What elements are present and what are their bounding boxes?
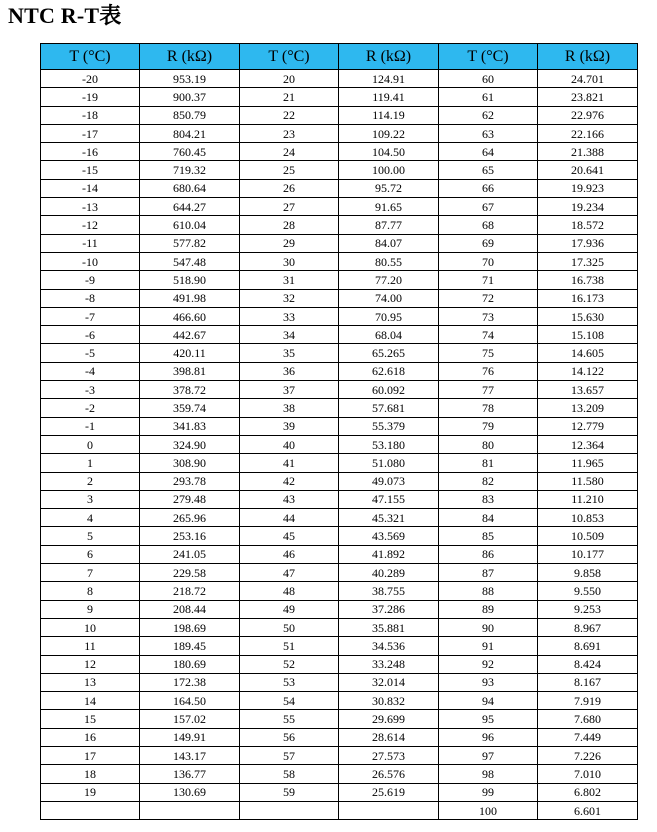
cell-temperature-1: -9: [41, 271, 140, 289]
cell-temperature-3: 64: [439, 143, 538, 161]
cell-resistance-2: 114.19: [339, 106, 439, 124]
cell-resistance-3: 19.234: [538, 198, 638, 216]
cell-temperature-2: 44: [240, 509, 339, 527]
cell-temperature-3: 67: [439, 198, 538, 216]
cell-temperature-2: 38: [240, 399, 339, 417]
table-row: [41, 454, 638, 472]
table-row: [41, 472, 638, 490]
cell-resistance-1: 359.74: [140, 399, 240, 417]
cell-temperature-1: -6: [41, 326, 140, 344]
cell-resistance-2: 80.55: [339, 252, 439, 270]
cell-resistance-3: 7.680: [538, 710, 638, 728]
cell-temperature-3: 76: [439, 362, 538, 380]
cell-temperature-1: 4: [41, 509, 140, 527]
cell-resistance-2: 33.248: [339, 655, 439, 673]
cell-resistance-3: 10.177: [538, 545, 638, 563]
table-row: [41, 252, 638, 270]
cell-temperature-2: 41: [240, 454, 339, 472]
table-row: [41, 344, 638, 362]
cell-resistance-3: 12.364: [538, 435, 638, 453]
table-row: [41, 381, 638, 399]
cell-resistance-2: 32.014: [339, 673, 439, 691]
cell-temperature-3: 90: [439, 618, 538, 636]
cell-resistance-3: 6.601: [538, 801, 638, 819]
cell-resistance-1: 760.45: [140, 143, 240, 161]
table-row: [41, 801, 638, 819]
header-resistance-2: R (kΩ): [339, 44, 439, 70]
cell-temperature-2: 56: [240, 728, 339, 746]
cell-temperature-2: [240, 801, 339, 819]
cell-temperature-3: 62: [439, 106, 538, 124]
cell-temperature-3: 71: [439, 271, 538, 289]
header-temperature-1: T (°C): [41, 44, 140, 70]
cell-resistance-1: 953.19: [140, 70, 240, 88]
cell-temperature-1: 1: [41, 454, 140, 472]
cell-resistance-2: 29.699: [339, 710, 439, 728]
cell-temperature-3: 97: [439, 746, 538, 764]
header-resistance-1: R (kΩ): [140, 44, 240, 70]
cell-resistance-2: 65.265: [339, 344, 439, 362]
cell-temperature-1: -1: [41, 417, 140, 435]
cell-temperature-3: 82: [439, 472, 538, 490]
cell-resistance-1: 341.83: [140, 417, 240, 435]
cell-temperature-1: -7: [41, 307, 140, 325]
cell-temperature-1: -14: [41, 179, 140, 197]
cell-resistance-2: 74.00: [339, 289, 439, 307]
cell-resistance-1: 149.91: [140, 728, 240, 746]
cell-resistance-3: 16.738: [538, 271, 638, 289]
cell-temperature-2: 49: [240, 600, 339, 618]
table-row: [41, 490, 638, 508]
cell-temperature-2: 43: [240, 490, 339, 508]
cell-temperature-3: 61: [439, 88, 538, 106]
cell-resistance-1: 850.79: [140, 106, 240, 124]
cell-temperature-1: -8: [41, 289, 140, 307]
cell-resistance-2: 55.379: [339, 417, 439, 435]
cell-resistance-2: 45.321: [339, 509, 439, 527]
cell-resistance-1: 324.90: [140, 435, 240, 453]
table-row: [41, 106, 638, 124]
cell-temperature-2: 33: [240, 307, 339, 325]
cell-resistance-3: 14.122: [538, 362, 638, 380]
cell-temperature-1: 19: [41, 783, 140, 801]
table-row: [41, 728, 638, 746]
cell-resistance-3: 8.167: [538, 673, 638, 691]
cell-resistance-3: 17.936: [538, 234, 638, 252]
cell-temperature-1: 16: [41, 728, 140, 746]
cell-temperature-1: -18: [41, 106, 140, 124]
cell-resistance-2: 53.180: [339, 435, 439, 453]
cell-resistance-3: 16.173: [538, 289, 638, 307]
cell-temperature-3: 69: [439, 234, 538, 252]
header-temperature-2: T (°C): [240, 44, 339, 70]
cell-resistance-3: 18.572: [538, 216, 638, 234]
cell-resistance-2: 38.755: [339, 582, 439, 600]
header-temperature-3: T (°C): [439, 44, 538, 70]
cell-temperature-2: 24: [240, 143, 339, 161]
cell-temperature-3: 73: [439, 307, 538, 325]
cell-resistance-3: 8.691: [538, 637, 638, 655]
cell-temperature-1: -5: [41, 344, 140, 362]
cell-temperature-2: 53: [240, 673, 339, 691]
cell-temperature-2: 22: [240, 106, 339, 124]
cell-temperature-2: 23: [240, 124, 339, 142]
table-row: [41, 637, 638, 655]
cell-temperature-2: 42: [240, 472, 339, 490]
cell-resistance-1: 189.45: [140, 637, 240, 655]
table-row: [41, 710, 638, 728]
cell-resistance-2: 62.618: [339, 362, 439, 380]
cell-resistance-3: 20.641: [538, 161, 638, 179]
cell-temperature-2: 46: [240, 545, 339, 563]
table-header-row: [41, 44, 638, 70]
cell-resistance-3: 22.166: [538, 124, 638, 142]
cell-temperature-1: 14: [41, 692, 140, 710]
cell-temperature-1: [41, 801, 140, 819]
cell-temperature-3: 86: [439, 545, 538, 563]
cell-resistance-2: 77.20: [339, 271, 439, 289]
table-row: [41, 234, 638, 252]
cell-resistance-2: 26.576: [339, 765, 439, 783]
cell-resistance-1: 308.90: [140, 454, 240, 472]
cell-temperature-1: 15: [41, 710, 140, 728]
cell-resistance-2: 119.41: [339, 88, 439, 106]
cell-resistance-1: 610.04: [140, 216, 240, 234]
cell-temperature-3: 91: [439, 637, 538, 655]
cell-resistance-3: 11.210: [538, 490, 638, 508]
cell-temperature-3: 92: [439, 655, 538, 673]
cell-temperature-1: -15: [41, 161, 140, 179]
table-row: [41, 88, 638, 106]
cell-resistance-2: 124.91: [339, 70, 439, 88]
cell-resistance-2: 109.22: [339, 124, 439, 142]
cell-resistance-3: 9.550: [538, 582, 638, 600]
table-row: [41, 655, 638, 673]
cell-temperature-1: 9: [41, 600, 140, 618]
cell-resistance-3: 21.388: [538, 143, 638, 161]
cell-resistance-3: 6.802: [538, 783, 638, 801]
cell-temperature-2: 48: [240, 582, 339, 600]
cell-temperature-1: 6: [41, 545, 140, 563]
cell-resistance-3: 24.701: [538, 70, 638, 88]
cell-resistance-3: 19.923: [538, 179, 638, 197]
cell-temperature-2: 36: [240, 362, 339, 380]
cell-resistance-3: 15.630: [538, 307, 638, 325]
cell-temperature-2: 26: [240, 179, 339, 197]
cell-resistance-1: 253.16: [140, 527, 240, 545]
table-body: [41, 70, 638, 820]
cell-resistance-3: 23.821: [538, 88, 638, 106]
table-row: [41, 417, 638, 435]
cell-temperature-2: 32: [240, 289, 339, 307]
cell-resistance-1: 644.27: [140, 198, 240, 216]
cell-resistance-1: 378.72: [140, 381, 240, 399]
cell-temperature-1: 5: [41, 527, 140, 545]
cell-resistance-2: 28.614: [339, 728, 439, 746]
table-row: [41, 692, 638, 710]
table-row: [41, 618, 638, 636]
cell-temperature-3: 89: [439, 600, 538, 618]
cell-resistance-3: 11.580: [538, 472, 638, 490]
cell-resistance-1: 208.44: [140, 600, 240, 618]
cell-temperature-1: -13: [41, 198, 140, 216]
table-row: [41, 765, 638, 783]
cell-resistance-1: 680.64: [140, 179, 240, 197]
table-row: [41, 509, 638, 527]
cell-resistance-2: 91.65: [339, 198, 439, 216]
cell-resistance-2: 95.72: [339, 179, 439, 197]
cell-temperature-3: 66: [439, 179, 538, 197]
cell-temperature-1: 2: [41, 472, 140, 490]
cell-resistance-1: 229.58: [140, 564, 240, 582]
cell-temperature-2: 25: [240, 161, 339, 179]
table-row: [41, 564, 638, 582]
table-row: [41, 746, 638, 764]
cell-resistance-1: 136.77: [140, 765, 240, 783]
cell-temperature-2: 37: [240, 381, 339, 399]
cell-resistance-2: 100.00: [339, 161, 439, 179]
cell-temperature-3: 79: [439, 417, 538, 435]
table-row: [41, 545, 638, 563]
cell-temperature-3: 80: [439, 435, 538, 453]
cell-resistance-3: 8.424: [538, 655, 638, 673]
table-row: [41, 179, 638, 197]
cell-temperature-1: -3: [41, 381, 140, 399]
cell-resistance-2: [339, 801, 439, 819]
cell-temperature-3: 87: [439, 564, 538, 582]
cell-resistance-1: 241.05: [140, 545, 240, 563]
cell-resistance-1: 491.98: [140, 289, 240, 307]
cell-temperature-1: 11: [41, 637, 140, 655]
cell-temperature-1: -19: [41, 88, 140, 106]
cell-temperature-2: 35: [240, 344, 339, 362]
cell-temperature-3: 83: [439, 490, 538, 508]
cell-temperature-2: 20: [240, 70, 339, 88]
cell-temperature-2: 45: [240, 527, 339, 545]
cell-resistance-3: 15.108: [538, 326, 638, 344]
cell-resistance-1: 900.37: [140, 88, 240, 106]
cell-temperature-1: 17: [41, 746, 140, 764]
table-row: [41, 783, 638, 801]
cell-resistance-2: 49.073: [339, 472, 439, 490]
cell-temperature-3: 98: [439, 765, 538, 783]
cell-resistance-3: 7.919: [538, 692, 638, 710]
cell-temperature-3: 65: [439, 161, 538, 179]
cell-temperature-1: -17: [41, 124, 140, 142]
cell-resistance-1: 518.90: [140, 271, 240, 289]
cell-temperature-3: 70: [439, 252, 538, 270]
cell-resistance-3: 10.853: [538, 509, 638, 527]
cell-resistance-1: 164.50: [140, 692, 240, 710]
cell-resistance-2: 30.832: [339, 692, 439, 710]
cell-resistance-3: 12.779: [538, 417, 638, 435]
cell-temperature-2: 29: [240, 234, 339, 252]
cell-resistance-2: 84.07: [339, 234, 439, 252]
cell-temperature-2: 55: [240, 710, 339, 728]
cell-resistance-3: 7.010: [538, 765, 638, 783]
page-title: NTC R-T表: [8, 3, 122, 28]
cell-temperature-2: 21: [240, 88, 339, 106]
cell-resistance-1: 719.32: [140, 161, 240, 179]
cell-resistance-1: 172.38: [140, 673, 240, 691]
cell-temperature-1: -16: [41, 143, 140, 161]
table-row: [41, 198, 638, 216]
table-row: [41, 216, 638, 234]
cell-resistance-3: 10.509: [538, 527, 638, 545]
cell-resistance-1: 466.60: [140, 307, 240, 325]
cell-temperature-3: 85: [439, 527, 538, 545]
cell-temperature-3: 60: [439, 70, 538, 88]
cell-resistance-1: 157.02: [140, 710, 240, 728]
cell-temperature-3: 94: [439, 692, 538, 710]
cell-temperature-1: 7: [41, 564, 140, 582]
table-row: [41, 70, 638, 88]
cell-resistance-3: 13.657: [538, 381, 638, 399]
cell-resistance-2: 57.681: [339, 399, 439, 417]
cell-temperature-2: 40: [240, 435, 339, 453]
cell-resistance-2: 40.289: [339, 564, 439, 582]
cell-temperature-1: 12: [41, 655, 140, 673]
cell-resistance-3: 11.965: [538, 454, 638, 472]
cell-temperature-2: 52: [240, 655, 339, 673]
cell-resistance-1: 180.69: [140, 655, 240, 673]
cell-temperature-3: 75: [439, 344, 538, 362]
cell-temperature-1: 13: [41, 673, 140, 691]
table-row: [41, 124, 638, 142]
table-row: [41, 161, 638, 179]
cell-temperature-2: 34: [240, 326, 339, 344]
cell-temperature-3: 63: [439, 124, 538, 142]
cell-resistance-3: 17.325: [538, 252, 638, 270]
cell-temperature-2: 57: [240, 746, 339, 764]
cell-resistance-3: 13.209: [538, 399, 638, 417]
cell-temperature-1: 10: [41, 618, 140, 636]
table-row: [41, 399, 638, 417]
cell-resistance-1: 398.81: [140, 362, 240, 380]
cell-resistance-2: 104.50: [339, 143, 439, 161]
cell-resistance-1: 218.72: [140, 582, 240, 600]
cell-resistance-1: 804.21: [140, 124, 240, 142]
cell-resistance-2: 35.881: [339, 618, 439, 636]
cell-temperature-1: -20: [41, 70, 140, 88]
cell-temperature-1: 18: [41, 765, 140, 783]
cell-resistance-1: 577.82: [140, 234, 240, 252]
table-row: [41, 307, 638, 325]
cell-resistance-1: 198.69: [140, 618, 240, 636]
cell-resistance-1: 547.48: [140, 252, 240, 270]
ntc-rt-table: [40, 43, 638, 820]
cell-resistance-1: 143.17: [140, 746, 240, 764]
cell-resistance-3: 9.858: [538, 564, 638, 582]
cell-resistance-3: 9.253: [538, 600, 638, 618]
cell-resistance-2: 41.892: [339, 545, 439, 563]
cell-temperature-2: 51: [240, 637, 339, 655]
cell-temperature-1: -4: [41, 362, 140, 380]
cell-temperature-3: 93: [439, 673, 538, 691]
table-row: [41, 582, 638, 600]
cell-temperature-2: 27: [240, 198, 339, 216]
cell-temperature-2: 50: [240, 618, 339, 636]
cell-resistance-3: 22.976: [538, 106, 638, 124]
cell-temperature-3: 72: [439, 289, 538, 307]
cell-resistance-2: 68.04: [339, 326, 439, 344]
cell-resistance-1: 265.96: [140, 509, 240, 527]
cell-temperature-2: 39: [240, 417, 339, 435]
cell-resistance-2: 34.536: [339, 637, 439, 655]
cell-temperature-3: 96: [439, 728, 538, 746]
cell-resistance-1: 293.78: [140, 472, 240, 490]
cell-temperature-2: 30: [240, 252, 339, 270]
cell-resistance-1: 130.69: [140, 783, 240, 801]
cell-temperature-1: -10: [41, 252, 140, 270]
cell-resistance-2: 70.95: [339, 307, 439, 325]
cell-resistance-1: 279.48: [140, 490, 240, 508]
cell-resistance-2: 27.573: [339, 746, 439, 764]
table-row: [41, 143, 638, 161]
cell-temperature-3: 95: [439, 710, 538, 728]
table-row: [41, 527, 638, 545]
cell-resistance-2: 37.286: [339, 600, 439, 618]
cell-resistance-1: [140, 801, 240, 819]
table-row: [41, 673, 638, 691]
cell-temperature-1: 8: [41, 582, 140, 600]
cell-temperature-3: 84: [439, 509, 538, 527]
cell-temperature-2: 28: [240, 216, 339, 234]
cell-temperature-3: 100: [439, 801, 538, 819]
cell-temperature-2: 59: [240, 783, 339, 801]
cell-resistance-3: 8.967: [538, 618, 638, 636]
cell-temperature-1: -12: [41, 216, 140, 234]
table-row: [41, 326, 638, 344]
header-resistance-3: R (kΩ): [538, 44, 638, 70]
cell-resistance-2: 47.155: [339, 490, 439, 508]
cell-temperature-3: 81: [439, 454, 538, 472]
cell-resistance-2: 43.569: [339, 527, 439, 545]
cell-resistance-2: 87.77: [339, 216, 439, 234]
cell-resistance-1: 420.11: [140, 344, 240, 362]
cell-resistance-2: 51.080: [339, 454, 439, 472]
cell-temperature-3: 88: [439, 582, 538, 600]
table-row: [41, 271, 638, 289]
cell-temperature-3: 68: [439, 216, 538, 234]
cell-resistance-3: 14.605: [538, 344, 638, 362]
cell-temperature-2: 58: [240, 765, 339, 783]
cell-resistance-2: 60.092: [339, 381, 439, 399]
cell-temperature-1: 0: [41, 435, 140, 453]
cell-temperature-1: 3: [41, 490, 140, 508]
table-row: [41, 435, 638, 453]
cell-temperature-1: -11: [41, 234, 140, 252]
cell-resistance-1: 442.67: [140, 326, 240, 344]
table-row: [41, 362, 638, 380]
cell-temperature-3: 74: [439, 326, 538, 344]
cell-temperature-3: 99: [439, 783, 538, 801]
cell-temperature-2: 47: [240, 564, 339, 582]
cell-temperature-3: 78: [439, 399, 538, 417]
table-row: [41, 600, 638, 618]
cell-resistance-3: 7.449: [538, 728, 638, 746]
cell-temperature-2: 31: [240, 271, 339, 289]
cell-temperature-2: 54: [240, 692, 339, 710]
cell-temperature-1: -2: [41, 399, 140, 417]
table-row: [41, 289, 638, 307]
cell-temperature-3: 77: [439, 381, 538, 399]
cell-resistance-2: 25.619: [339, 783, 439, 801]
cell-resistance-3: 7.226: [538, 746, 638, 764]
